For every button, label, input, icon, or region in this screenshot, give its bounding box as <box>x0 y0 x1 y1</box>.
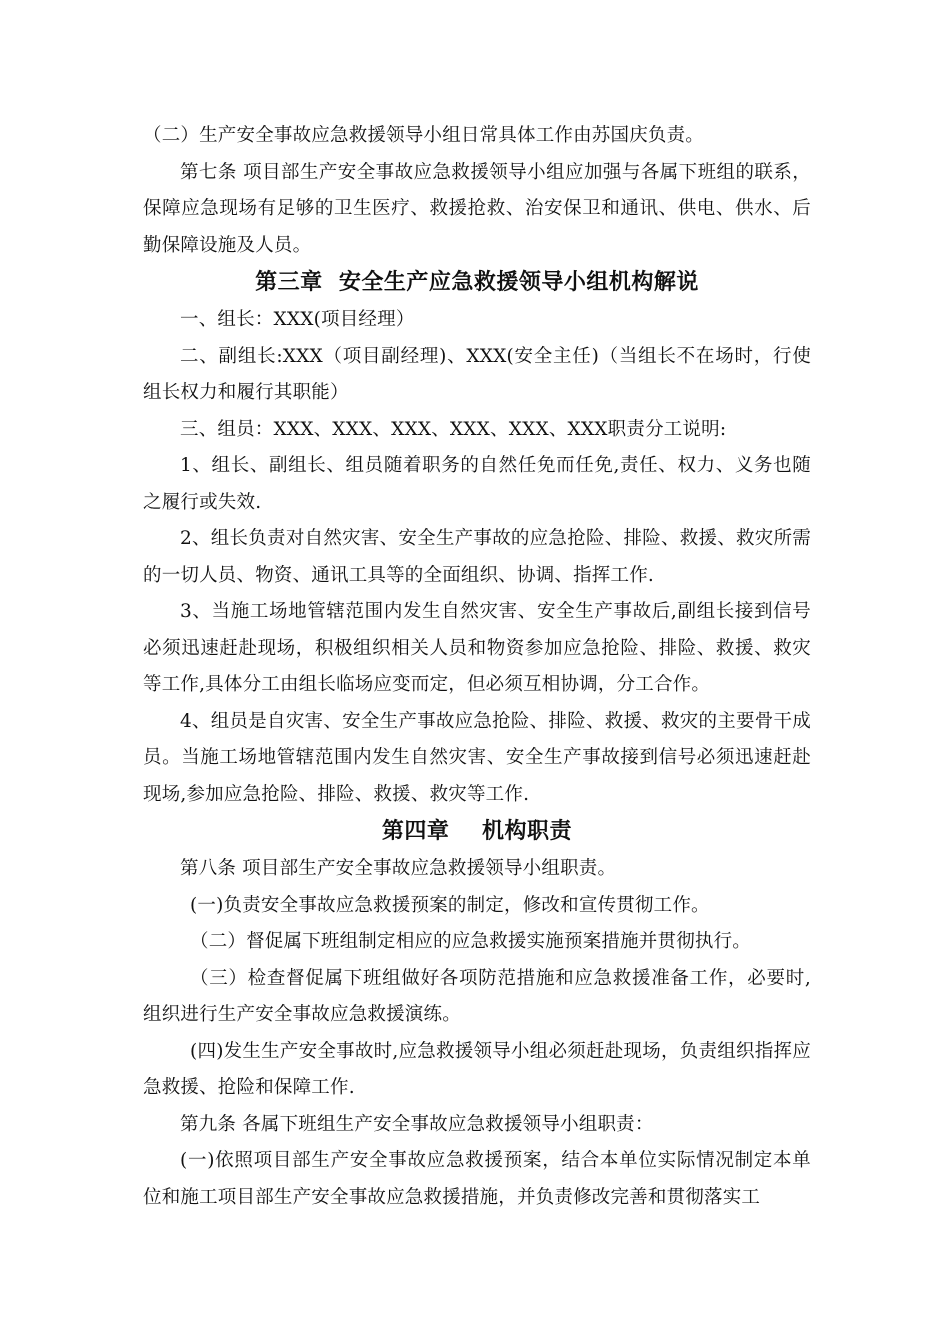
item-duty-2: 2、组长负责对自然灾害、安全生产事故的应急抢险、排险、救援、救灾所需的一切人员、物资、通讯工具等的全面组织、协调、指挥工作. <box>143 528 811 586</box>
document-body <box>143 118 811 1216</box>
item-duty-4: 4、组员是自灾害、安全生产事故应急抢险、排险、救援、救灾的主要骨干成员。当施工场地管辖范围内发生自然灾害、安全生产事故接到信号必须迅速赶赴现场,参加应急抢险、排险、救援、救灾等工作. <box>143 710 811 805</box>
item-members: 三、组员：XXX、XXX、XXX、XXX、XXX、XXX职责分工说明: <box>180 418 727 440</box>
item-duty-1: 1、组长、副组长、组员随着职务的自然任免而任免,责任、权力、义务也随之履行或失效. <box>143 455 811 513</box>
duty-item-3: （三）检查督促属下班组做好各项防范措施和应急救援准备工作，必要时,组织进行生产安全事故应急救援演练。 <box>143 967 811 1025</box>
paragraph-duty-owner: （二）生产安全事故应急救援领导小组日常具体工作由苏国庆负责。 <box>143 125 705 146</box>
paragraph-article-8: 第八条 项目部生产安全事故应急救援领导小组职责。 <box>180 858 617 879</box>
item-leader: 一、组长：XXX(项目经理） <box>180 309 415 330</box>
duty-item-2: （二）督促属下班组制定相应的应急救援实施预案措施并贯彻执行。 <box>190 931 752 952</box>
duty-item-4: (四)发生生产安全事故时,应急救援领导小组必须赶赴现场，负责组织指挥应急救援、抢险和保障工作. <box>143 1040 811 1098</box>
chapter-3-title: 第三章 安全生产应急救援领导小组机构解说 <box>255 270 699 295</box>
chapter-4-title: 第四章 机构职责 <box>381 819 573 844</box>
item-duty-3: 3、当施工场地管辖范围内发生自然灾害、安全生产事故后,副组长接到信号必须迅速赶赴现场，积极组织相关人员和物资参加应急抢险、排险、救援、救灾等工作,具体分工由组长临场应变而定，但必须互相协调，分工合作。 <box>143 601 811 695</box>
item-deputy-leader: 二、副组长:XXX（项目副经理)、XXX(安全主任)（当组长不在场时，行使组长权力和履行其职能） <box>143 345 811 403</box>
paragraph-article-9: 第九条 各属下班组生产安全事故应急救援领导小组职责： <box>180 1113 654 1135</box>
duty-item-1: (一)负责安全事故应急救援预案的制定，修改和宣传贯彻工作。 <box>190 894 710 916</box>
paragraph-article-7: 第七条 项目部生产安全事故应急救援领导小组应加强与各属下班组的联系，保障应急现场有足够的卫生医疗、救援抢救、治安保卫和通讯、供电、供水、后勤保障设施及人员。 <box>143 161 811 256</box>
article-9-item-1: (一)依照项目部生产安全事故应急救援预案，结合本单位实际情况制定本单位和施工项目部生产安全事故应急救援措施，并负责修改完善和贯彻落实工 <box>143 1150 811 1208</box>
